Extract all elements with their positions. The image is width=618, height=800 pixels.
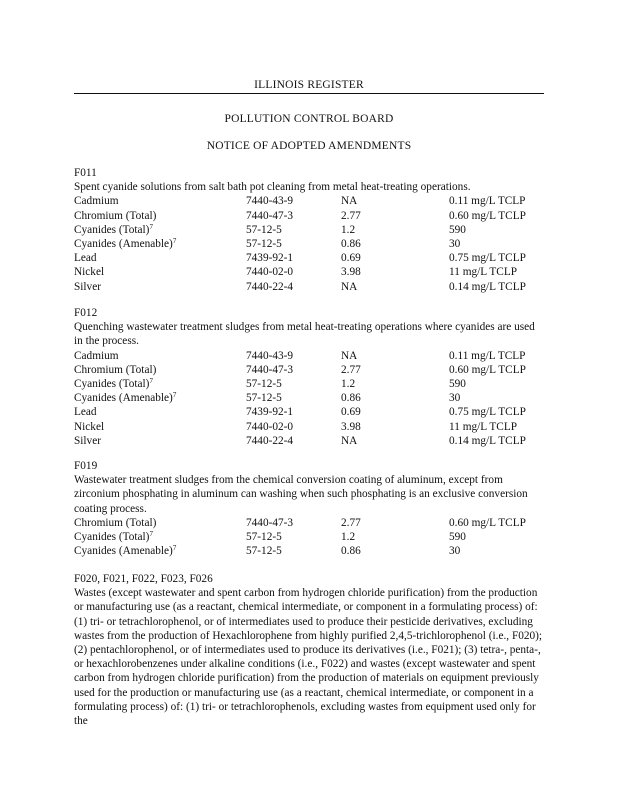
- nonwastewater-standard-cell: 590: [449, 531, 466, 544]
- cas-number-cell: 57-12-5: [246, 223, 282, 236]
- constituent-cell: [74, 434, 246, 448]
- section-f019: [74, 459, 546, 558]
- cas-number-cell: 57-12-5: [246, 238, 282, 251]
- constituent-name: Nickel: [74, 266, 105, 279]
- nonwastewater-standard-cell: 30: [449, 545, 461, 558]
- cas-number-cell: 7440-47-3: [246, 209, 294, 222]
- nonwastewater-standard-cell: 30: [449, 392, 461, 405]
- constituent-table: [74, 349, 546, 448]
- wastewater-standard-cell: 1.2: [341, 531, 356, 544]
- table-row: [74, 420, 546, 434]
- cas-number-cell: 57-12-5: [246, 392, 282, 405]
- cas-number-cell: 57-12-5: [246, 545, 282, 558]
- wastewater-standard-cell: NA: [341, 195, 358, 208]
- footnote-marker: 7: [172, 544, 177, 553]
- wastewater-standard-cell: 1.2: [341, 223, 356, 236]
- table-row: [74, 237, 546, 251]
- nonwastewater-standard-cell: 0.11 mg/L TCLP: [449, 195, 526, 208]
- nonwastewater-standard-cell: 11 mg/L TCLP: [449, 420, 517, 433]
- nonwastewater-standard-cell: 0.75 mg/L TCLP: [449, 252, 526, 265]
- constituent-cell: [74, 530, 246, 544]
- nonwastewater-standard-cell: 0.60 mg/L TCLP: [449, 363, 526, 376]
- table-row: [74, 391, 546, 405]
- cas-number-cell: 7439-92-1: [246, 252, 294, 265]
- constituent-name: Cyanides (Amenable): [74, 238, 173, 251]
- cas-number-cell: 7440-43-9: [246, 349, 294, 362]
- table-row: [74, 516, 546, 530]
- nonwastewater-standard-cell: 0.60 mg/L TCLP: [449, 516, 526, 529]
- wastewater-standard-cell: 0.69: [341, 406, 361, 419]
- constituent-cell: [74, 516, 246, 530]
- waste-description: Wastewater treatment sludges from the chemical conversion coating of aluminum, except from zirconium phosphating in aluminum can washing when such phosphating is an exclusive conversion coating process.: [74, 474, 528, 515]
- section-f012: [74, 306, 546, 448]
- constituent-name: Chromium (Total): [74, 516, 157, 529]
- wastewater-standard-cell: NA: [341, 280, 358, 293]
- wastewater-standard-cell: 1.2: [341, 378, 356, 391]
- waste-code: F020, F021, F022, F023, F026: [74, 573, 213, 585]
- cas-number-cell: 7440-02-0: [246, 266, 294, 279]
- table-row: [74, 544, 546, 558]
- table-row: [74, 434, 546, 448]
- board-title: POLLUTION CONTROL BOARD: [224, 113, 394, 125]
- cas-number-cell: 7440-22-4: [246, 434, 294, 447]
- waste-code: F019: [74, 460, 98, 472]
- constituent-cell: [74, 405, 246, 419]
- constituent-cell: [74, 363, 246, 377]
- wastewater-standard-cell: 2.77: [341, 363, 361, 376]
- constituent-cell: [74, 265, 246, 279]
- cas-number-cell: 7439-92-1: [246, 406, 294, 419]
- cas-number-cell: 57-12-5: [246, 378, 282, 391]
- constituent-name: Silver: [74, 280, 101, 293]
- wastewater-standard-cell: 0.86: [341, 392, 361, 405]
- table-row: [74, 209, 546, 223]
- waste-description: Spent cyanide solutions from salt bath pot cleaning from metal heat-treating operations.: [74, 181, 471, 194]
- wastewater-standard-cell: 2.77: [341, 516, 361, 529]
- cas-number-cell: 57-12-5: [246, 531, 282, 544]
- constituent-name: Chromium (Total): [74, 363, 157, 376]
- header-rule: [74, 93, 544, 94]
- constituent-name: Cyanides (Total): [74, 378, 150, 391]
- constituent-name: Cyanides (Total): [74, 223, 150, 236]
- wastewater-standard-cell: 3.98: [341, 266, 361, 279]
- wastewater-standard-cell: 2.77: [341, 209, 361, 222]
- constituent-cell: [74, 280, 246, 294]
- nonwastewater-standard-cell: 0.11 mg/L TCLP: [449, 349, 526, 362]
- wastewater-standard-cell: NA: [341, 434, 358, 447]
- footnote-marker: 7: [149, 530, 153, 539]
- constituent-cell: [74, 544, 246, 558]
- wastewater-standard-cell: NA: [341, 349, 358, 362]
- section-f011: [74, 166, 546, 294]
- cas-number-cell: 7440-22-4: [246, 280, 294, 293]
- table-row: [74, 530, 546, 544]
- table-row: [74, 223, 546, 237]
- wastewater-standard-cell: 3.98: [341, 420, 361, 433]
- table-row: [74, 377, 546, 391]
- constituent-name: Lead: [74, 406, 97, 419]
- constituent-name: Cyanides (Amenable): [74, 392, 173, 405]
- constituent-name: Cadmium: [74, 349, 119, 362]
- constituent-name: Chromium (Total): [74, 209, 157, 222]
- constituent-cell: [74, 237, 246, 251]
- table-row: [74, 363, 546, 377]
- wastewater-standard-cell: 0.86: [341, 238, 361, 251]
- nonwastewater-standard-cell: 30: [449, 238, 461, 251]
- footnote-marker: 7: [172, 237, 177, 246]
- constituent-cell: [74, 420, 246, 434]
- wastewater-standard-cell: 0.86: [341, 545, 361, 558]
- constituent-table: [74, 194, 546, 293]
- waste-code: F012: [74, 307, 98, 319]
- constituent-cell: [74, 223, 246, 237]
- footnote-marker: 7: [149, 377, 153, 386]
- waste-code: F011: [74, 167, 97, 179]
- waste-description: Wastes (except wastewater and spent carbon from hydrogen chloride purification) from the production or manufacturing use (as a reactant, chemical intermediate, or component in a formulating process) of: (1) tri- or tetrachlorophenol, or of intermediates used to produce their pesticide derivatives, excluding wastes from the production of Hexachlorophene from highly purified 2,4,5-trichlorophenol (i.e., F020); (2) pentachlorophenol, or of intermediates used to produce its derivatives (i.e., F021); (3) tetra-, penta-, or hexachlorobenzenes under alkaline conditions (i.e., F022) and wastes (except wastewater and spent carbon from hydrogen chloride purification) from the production of materials on equipment previously used for the production or manufacturing use (as a reactant, chemical intermediate, or component in a formulating process) of: (1) tri- or tetrachlorophenols, excluding wastes from equipment used only for the: [74, 587, 543, 728]
- nonwastewater-standard-cell: 0.75 mg/L TCLP: [449, 406, 526, 419]
- table-row: [74, 194, 546, 208]
- constituent-cell: [74, 377, 246, 391]
- nonwastewater-standard-cell: 590: [449, 378, 466, 391]
- nonwastewater-standard-cell: 11 mg/L TCLP: [449, 266, 517, 279]
- constituent-cell: [74, 194, 246, 208]
- constituent-cell: [74, 209, 246, 223]
- constituent-name: Silver: [74, 434, 101, 447]
- cas-number-cell: 7440-43-9: [246, 195, 294, 208]
- constituent-cell: [74, 391, 246, 405]
- constituent-name: Nickel: [74, 420, 105, 433]
- cas-number-cell: 7440-47-3: [246, 363, 294, 376]
- nonwastewater-standard-cell: 590: [449, 223, 466, 236]
- constituent-name: Cadmium: [74, 195, 119, 208]
- footnote-marker: 7: [172, 391, 177, 400]
- constituent-name: Lead: [74, 252, 97, 265]
- waste-description: Quenching wastewater treatment sludges from metal heat-treating operations where cyanides are used in the process.: [74, 321, 535, 348]
- constituent-cell: [74, 349, 246, 363]
- wastewater-standard-cell: 0.69: [341, 252, 361, 265]
- table-row: [74, 265, 546, 279]
- constituent-name: Cyanides (Total): [74, 531, 150, 544]
- footnote-marker: 7: [149, 222, 153, 231]
- nonwastewater-standard-cell: 0.14 mg/L TCLP: [449, 434, 526, 447]
- section-f020-f026: [74, 572, 546, 728]
- table-row: [74, 405, 546, 419]
- register-title: ILLINOIS REGISTER: [254, 79, 364, 91]
- table-row: [74, 349, 546, 363]
- cas-number-cell: 7440-02-0: [246, 420, 294, 433]
- cas-number-cell: 7440-47-3: [246, 516, 294, 529]
- constituent-name: Cyanides (Amenable): [74, 545, 173, 558]
- table-row: [74, 251, 546, 265]
- table-row: [74, 280, 546, 294]
- nonwastewater-standard-cell: 0.60 mg/L TCLP: [449, 209, 526, 222]
- nonwastewater-standard-cell: 0.14 mg/L TCLP: [449, 280, 526, 293]
- notice-title: NOTICE OF ADOPTED AMENDMENTS: [206, 140, 412, 152]
- constituent-cell: [74, 251, 246, 265]
- constituent-table: [74, 516, 546, 559]
